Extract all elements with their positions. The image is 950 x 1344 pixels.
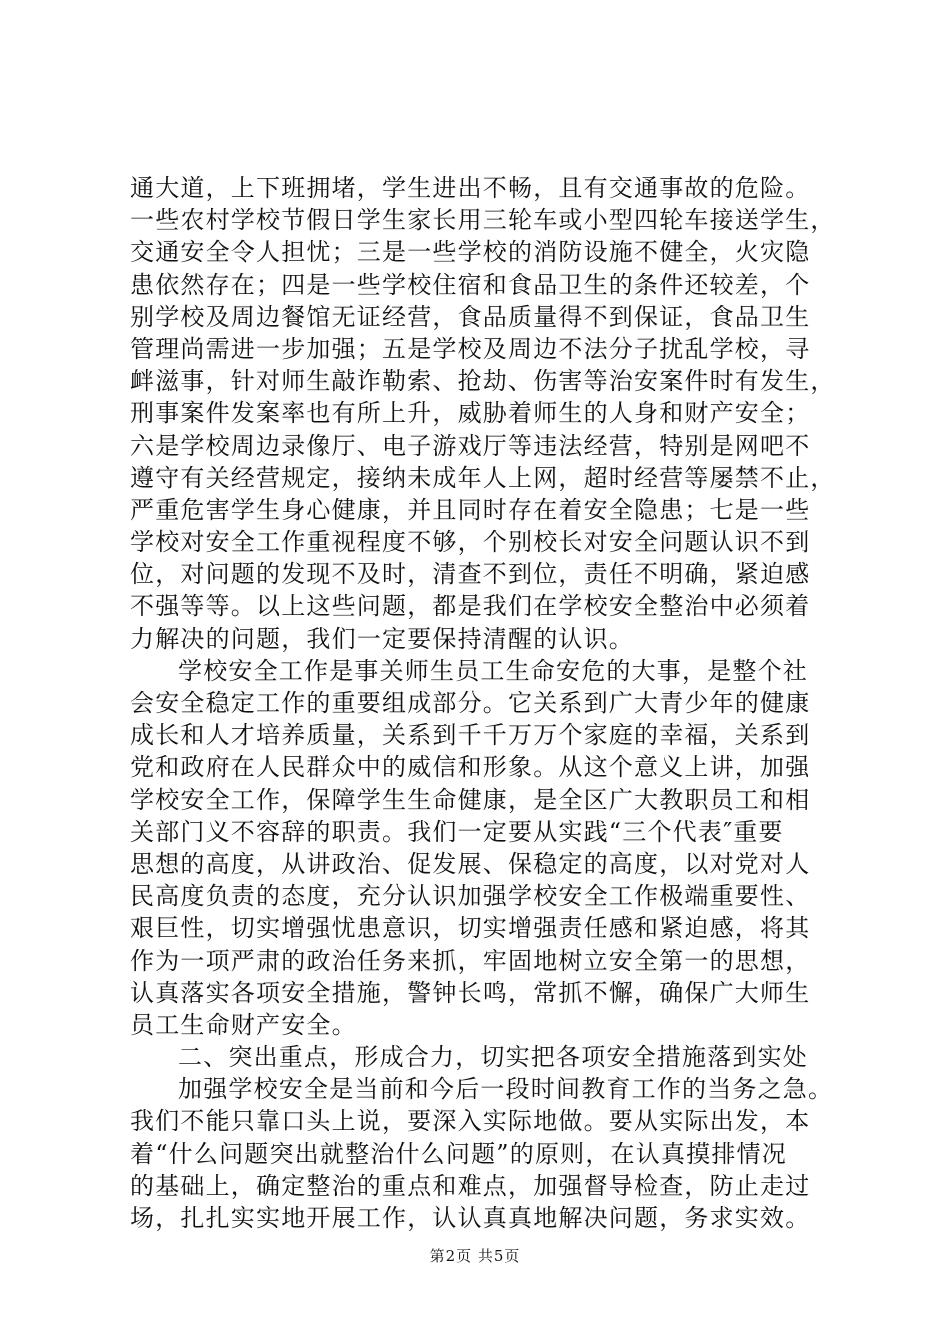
text-line: 遵守有关经营规定，接纳未成年人上网，超时经营等屡禁不止， (130, 463, 836, 492)
text-line: 交通安全令人担忧；三是一些学校的消防设施不健全，火灾隐 (130, 238, 811, 267)
text-line: 衅滋事，针对师生敲诈勒索、抢劫、伤害等治安案件时有发生， (130, 367, 836, 396)
text-line: 关部门义不容辞的职责。我们一定要从实践“三个代表″重要 (130, 817, 784, 846)
paragraph-start-line: 加强学校安全是当前和今后一段时间教育工作的当务之急。 (178, 1075, 834, 1104)
text-line: 员工生命财产安全。 (130, 1010, 357, 1039)
text-line: 成长和人才培养质量，关系到千千万万个家庭的幸福，关系到 (130, 721, 811, 750)
text-line: 会安全稳定工作的重要组成部分。它关系到广大青少年的健康 (130, 689, 811, 717)
text-line: 严重危害学生身心健康，并且同时存在着安全隐患；七是一些 (130, 495, 811, 524)
page-number-footer: 第2页 共5页 (429, 1247, 521, 1265)
text-line: 场，扎扎实实地开展工作，认认真真地解决问题，务求实效。 (130, 1204, 811, 1232)
paragraph-start-line: 学校安全工作是事关师生员工生命安危的大事，是整个社 (178, 656, 808, 685)
text-line: 党和政府在人民群众中的威信和形象。从这个意义上讲，加强 (130, 753, 811, 782)
text-line: 认真落实各项安全措施，警钟长鸣，常抓不懈，确保广大师生 (130, 978, 811, 1007)
text-line: 患依然存在；四是一些学校住宿和食品卫生的条件还较差，个 (130, 270, 811, 299)
text-line: 思想的高度，从讲政治、促发展、保稳定的高度，以对党对人 (130, 849, 811, 878)
text-line: 我们不能只靠口头上说，要深入实际地做。要从实际出发，本 (130, 1107, 811, 1136)
text-line: 学校安全工作，保障学生生命健康，是全区广大教职员工和相 (130, 785, 811, 814)
section-heading: 二、突出重点，形成合力，切实把各项安全措施落到实处 (178, 1043, 808, 1072)
text-line: 的基础上，确定整治的重点和难点，加强督导检查，防止走过 (130, 1171, 811, 1200)
text-line: 力解决的问题，我们一定要保持清醒的认识。 (130, 624, 634, 653)
text-line: 民高度负责的态度，充分认识加强学校安全工作极端重要性、 (130, 882, 811, 911)
text-line: 管理尚需进一步加强；五是学校及周边不法分子扰乱学校，寻 (130, 334, 811, 363)
text-line: 别学校及周边餐馆无证经营，食品质量得不到保证，食品卫生 (130, 302, 811, 331)
document-body (130, 172, 850, 1234)
text-line: 位，对问题的发现不及时，清查不到位，责任不明确，紧迫感 (130, 560, 811, 589)
text-line: 一些农村学校节假日学生家长用三轮车或小型四轮车接送学生， (130, 206, 836, 235)
text-line: 学校对安全工作重视程度不够，个别校长对安全问题认识不到 (130, 528, 811, 557)
text-line: 六是学校周边录像厅、电子游戏厅等违法经营，特别是网吧不 (130, 431, 811, 460)
text-line: 作为一项严肃的政治任务来抓，牢固地树立安全第一的思想， (130, 946, 811, 975)
text-line: 通大道，上下班拥堵，学生进出不畅，且有交通事故的危险。 (130, 174, 811, 202)
text-line: 着“什么问题突出就整治什么问题”的原则，在认真摸排情况 (130, 1139, 787, 1168)
text-line: 艰巨性，切实增强忧患意识，切实增强责任感和紧迫感，将其 (130, 914, 811, 943)
text-line: 不强等等。以上这些问题，都是我们在学校安全整治中必须着 (130, 592, 811, 621)
text-line: 刑事案件发案率也有所上升，威胁着师生的人身和财产安全； (130, 399, 811, 428)
